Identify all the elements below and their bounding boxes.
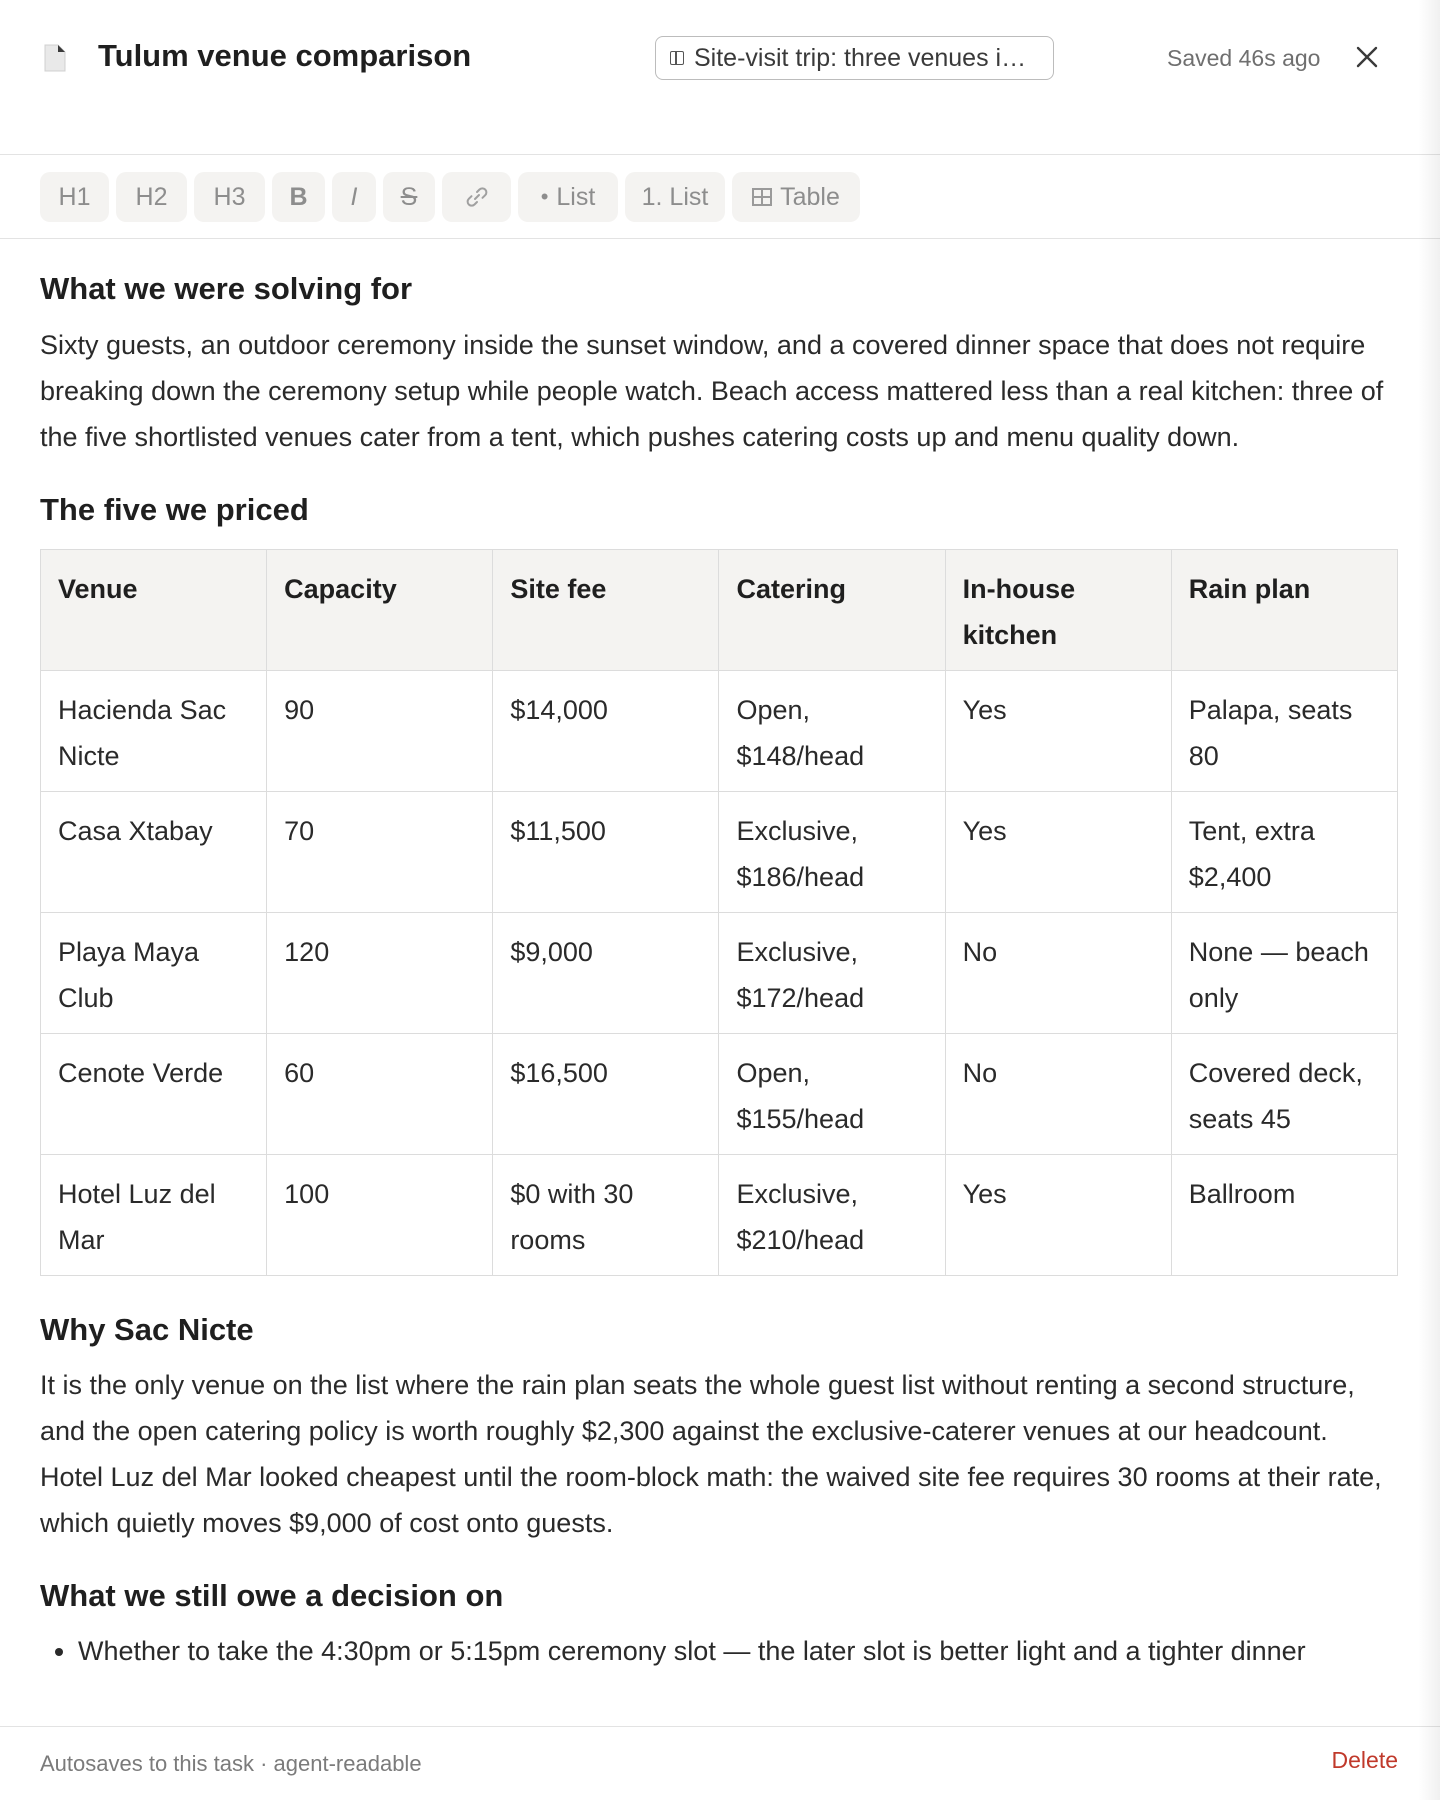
table-icon <box>752 188 772 206</box>
bullet-list-label: List <box>556 182 596 211</box>
save-status: Saved 46s ago <box>1167 45 1321 71</box>
table-cell: $0 with 30 rooms <box>493 1155 719 1276</box>
table-cell: No <box>945 913 1171 1034</box>
table-cell: Yes <box>945 1155 1171 1276</box>
heading-1-button[interactable]: H1 <box>40 172 109 222</box>
linked-task-label: Site-visit trip: three venues i… <box>694 43 1027 72</box>
table-cell: 90 <box>267 671 493 792</box>
table-cell: $9,000 <box>493 913 719 1034</box>
table-cell: Yes <box>945 792 1171 913</box>
table-cell: $16,500 <box>493 1034 719 1155</box>
heading-2-button[interactable]: H2 <box>116 172 187 222</box>
bullet-icon: • <box>540 184 549 209</box>
table-row <box>41 792 1398 913</box>
numbered-list-button[interactable]: 1. List <box>625 172 725 222</box>
table-cell: Yes <box>945 671 1171 792</box>
table-cell: No <box>945 1034 1171 1155</box>
section-heading: Why Sac Nicte <box>40 1312 254 1347</box>
task-icon <box>670 51 684 65</box>
link-icon <box>464 184 490 210</box>
autosave-note: Autosaves to this task · agent-readable <box>40 1751 422 1776</box>
link-button[interactable] <box>442 172 511 222</box>
table-cell: Tent, extra $2,400 <box>1171 792 1397 913</box>
list-item: • Whether to take the 4:30pm or 5:15pm ceremony slot — the later slot is better light and a tighter dinner <box>78 1628 1398 1674</box>
formatting-toolbar <box>0 155 1440 239</box>
decision-list <box>40 1628 1398 1674</box>
column-header-rain-plan: Rain plan <box>1171 550 1397 671</box>
panel-edge-shadow <box>1418 0 1440 1800</box>
column-header-catering: Catering <box>719 550 945 671</box>
table-cell: Cenote Verde <box>41 1034 267 1155</box>
column-header-capacity: Capacity <box>267 550 493 671</box>
table-cell: Open, $155/head <box>719 1034 945 1155</box>
table-row <box>41 1034 1398 1155</box>
close-icon[interactable] <box>1350 40 1384 74</box>
table-cell: Exclusive, $210/head <box>719 1155 945 1276</box>
table-cell: Playa Maya Club <box>41 913 267 1034</box>
document-title[interactable]: Tulum venue comparison <box>98 38 472 73</box>
table-cell: $11,500 <box>493 792 719 913</box>
table-cell: None — beach only <box>1171 913 1397 1034</box>
venue-comparison-table <box>40 549 1398 1276</box>
table-row <box>41 1155 1398 1276</box>
section-heading: What we still owe a decision on <box>40 1578 504 1613</box>
table-cell: $14,000 <box>493 671 719 792</box>
editor-header <box>0 0 1440 155</box>
table-cell: 70 <box>267 792 493 913</box>
table-cell: Hotel Luz del Mar <box>41 1155 267 1276</box>
table-cell: 120 <box>267 913 493 1034</box>
table-cell: Ballroom <box>1171 1155 1397 1276</box>
section-heading: The five we priced <box>40 492 309 527</box>
strikethrough-button[interactable]: S <box>383 172 435 222</box>
document-body[interactable] <box>40 240 1398 1726</box>
table-row <box>41 671 1398 792</box>
table-cell: Casa Xtabay <box>41 792 267 913</box>
column-header-venue: Venue <box>41 550 267 671</box>
column-header-kitchen: In-house kitchen <box>945 550 1171 671</box>
section-heading: What we were solving for <box>40 271 413 306</box>
table-cell: 60 <box>267 1034 493 1155</box>
italic-button[interactable]: I <box>332 172 376 222</box>
table-cell: Covered deck, seats 45 <box>1171 1034 1397 1155</box>
bold-button[interactable]: B <box>272 172 325 222</box>
table-header-row <box>41 550 1398 671</box>
table-cell: Exclusive, $186/head <box>719 792 945 913</box>
table-cell: Exclusive, $172/head <box>719 913 945 1034</box>
table-cell: Open, $148/head <box>719 671 945 792</box>
document-icon <box>43 44 67 72</box>
insert-table-button[interactable] <box>732 172 860 222</box>
table-cell: Hacienda Sac Nicte <box>41 671 267 792</box>
table-cell: Palapa, seats 80 <box>1171 671 1397 792</box>
paragraph: Sixty guests, an outdoor ceremony inside the sunset window, and a covered dinner space that does not require breaking down the ceremony setup while people watch. Beach access mattered less than a real kitchen: three of the five shortlisted venues cater from a tent, which pushes catering costs up and menu quality down. <box>40 330 1384 452</box>
editor-footer <box>0 1726 1440 1800</box>
column-header-site-fee: Site fee <box>493 550 719 671</box>
paragraph: It is the only venue on the list where the rain plan seats the whole guest list without renting a second structure, and the open catering policy is worth roughly $2,300 against the exclusive-caterer venues at our headcount. Hotel Luz del Mar looked cheapest until the room-block math: the waived site fee requires 30 rooms at their rate, which quietly moves $9,000 of cost onto guests. <box>40 1370 1382 1538</box>
bullet-list-button[interactable] <box>518 172 618 222</box>
linked-task-chip[interactable] <box>655 36 1054 80</box>
delete-button[interactable]: Delete <box>1331 1747 1398 1773</box>
insert-table-label: Table <box>780 182 840 211</box>
table-cell: 100 <box>267 1155 493 1276</box>
table-row <box>41 913 1398 1034</box>
heading-3-button[interactable]: H3 <box>194 172 265 222</box>
